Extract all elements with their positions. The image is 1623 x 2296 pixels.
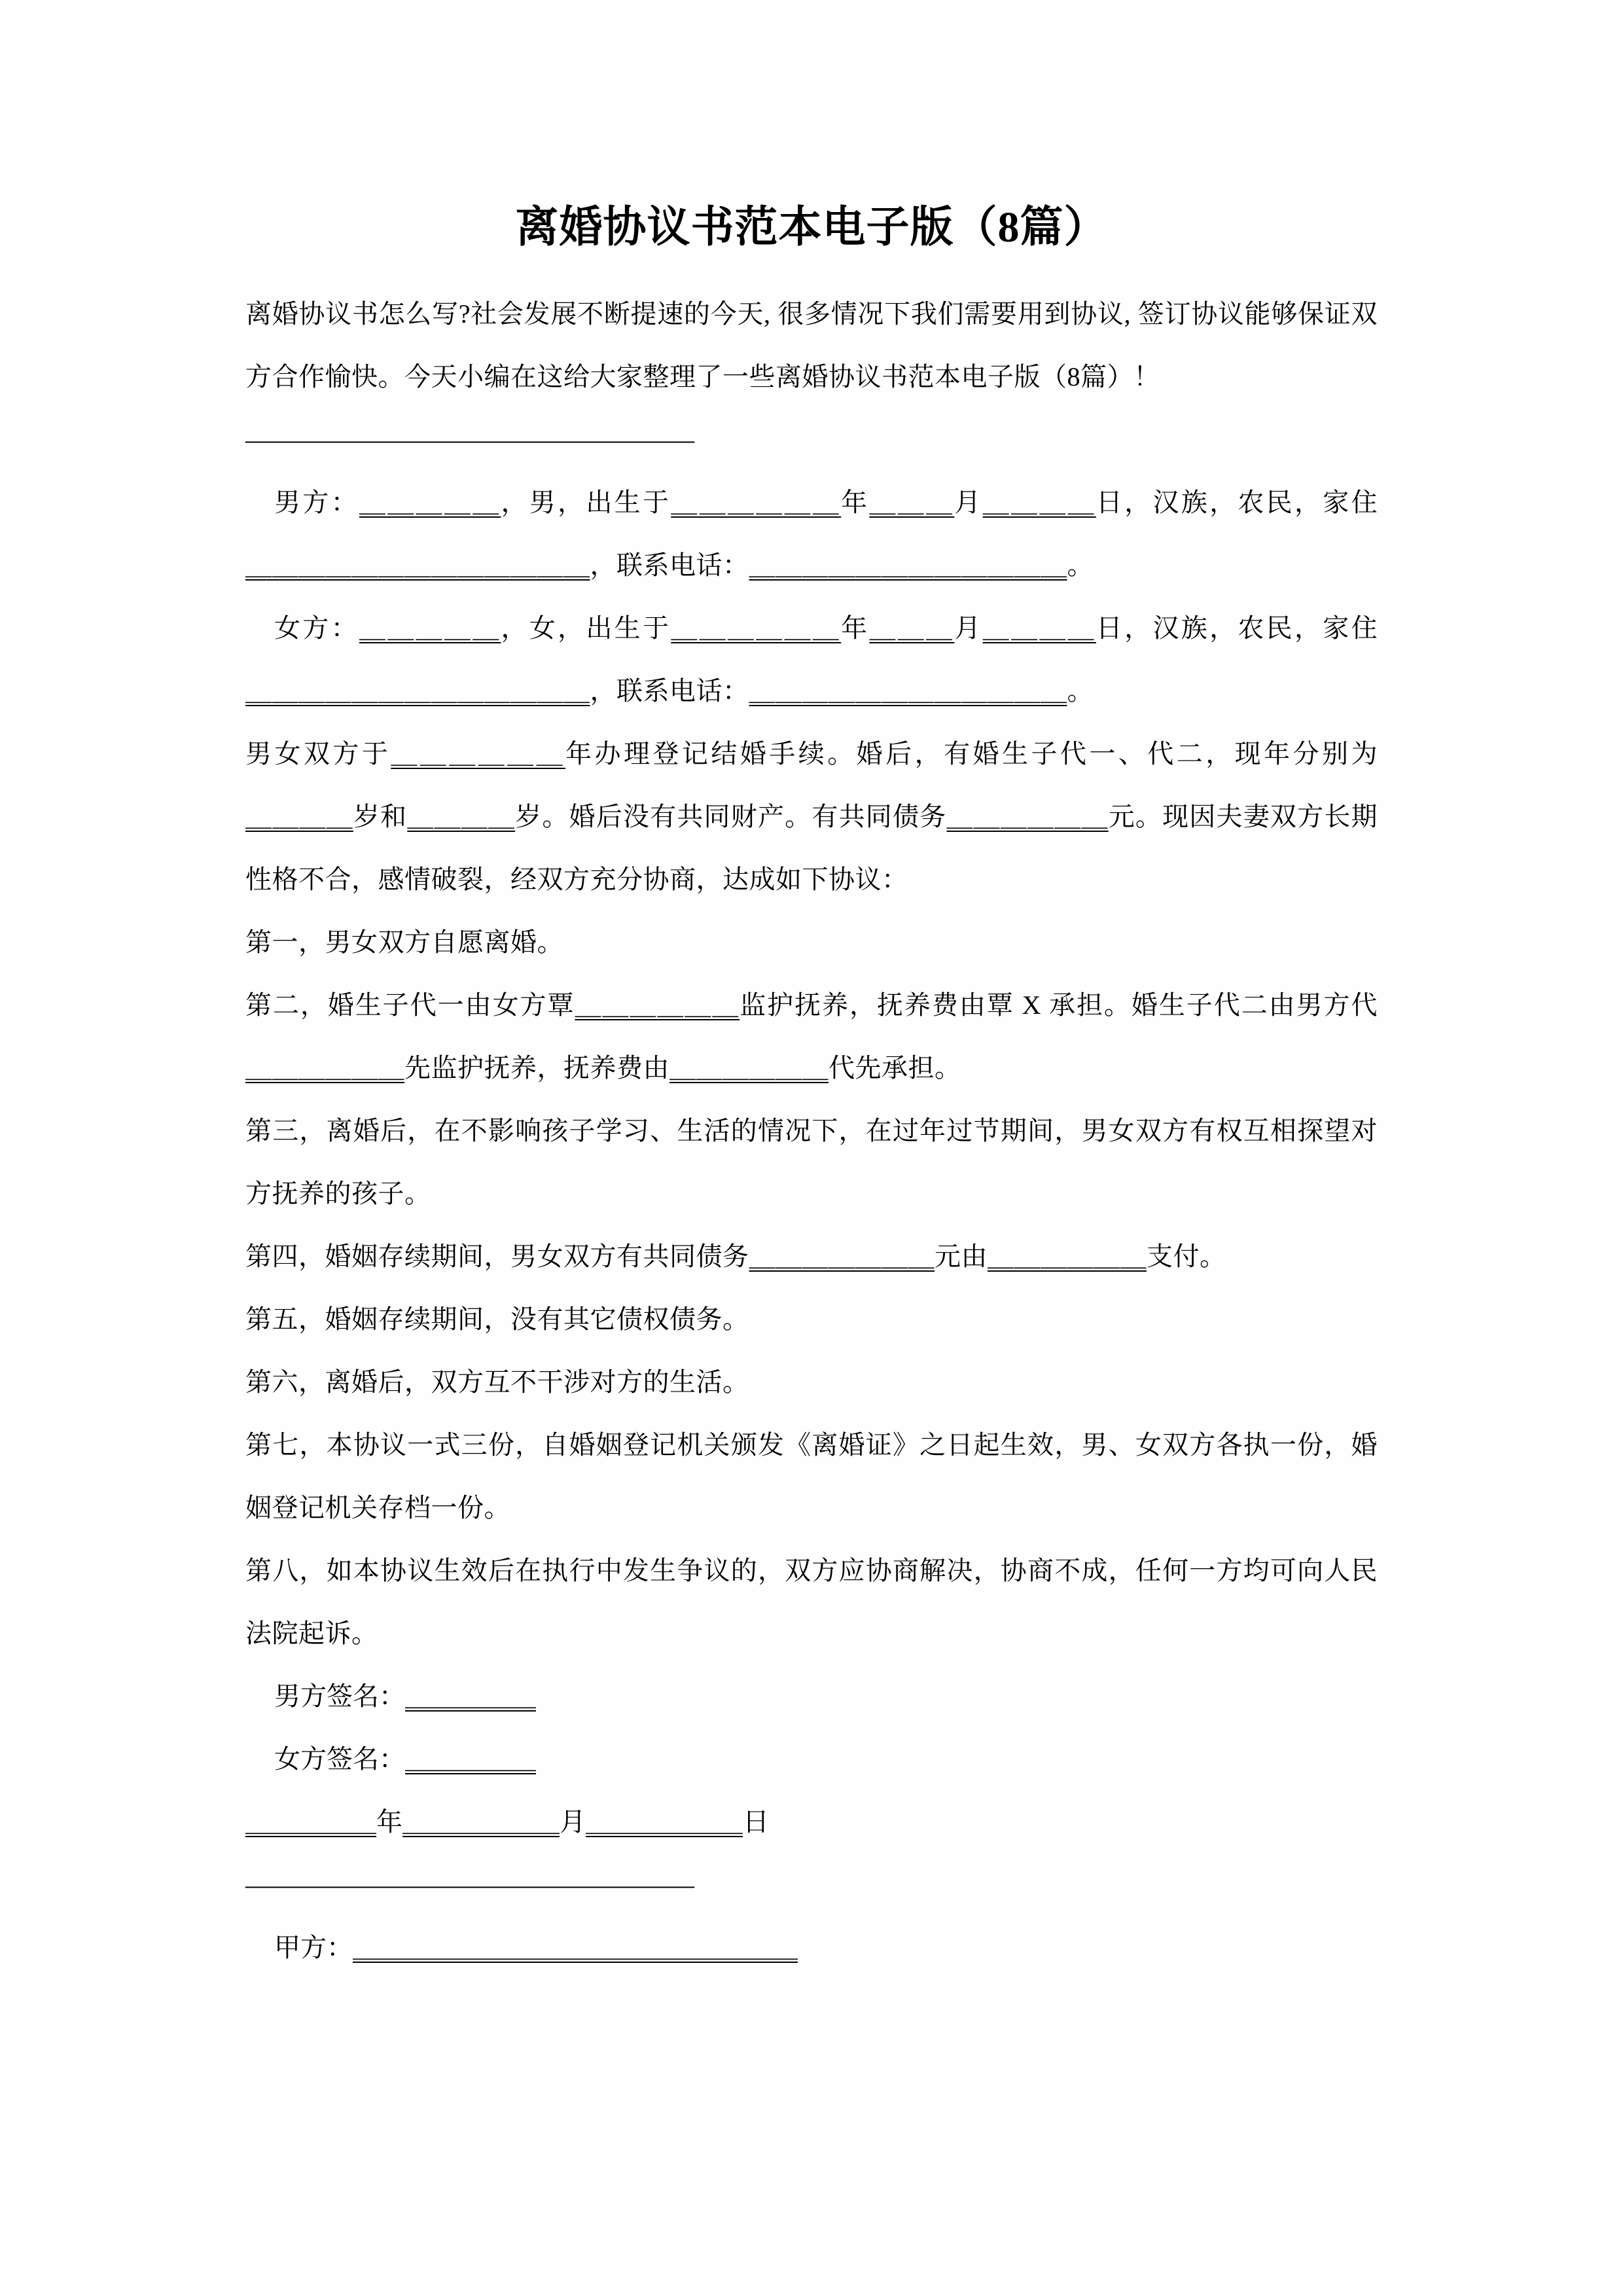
party-female-phone-label: ，联系电话： [590, 676, 749, 706]
clause-7 [245, 1414, 1378, 1539]
clause-4-text-2: 元由 [935, 1242, 988, 1271]
party-female-label: 女方： [274, 613, 359, 643]
clause-2-text-4: 先监护抚养，抚养费由 [404, 1053, 669, 1083]
marriage-seg-3: 岁和 [353, 802, 408, 831]
signature-male-line [245, 1665, 1378, 1728]
party-female-day-blank: ＿＿＿＿ [982, 613, 1096, 643]
party-male-month-unit: 月 [954, 488, 983, 517]
party-female-year-blank: ＿＿＿＿＿＿ [671, 613, 842, 643]
clause-4-text-4: 支付。 [1147, 1242, 1226, 1271]
clause-4-text-0: 第四，婚姻存续期间，男女双方有共同债务 [245, 1242, 749, 1271]
marriage-seg-4: 岁。婚后没有共同财产。有共同债务 [515, 802, 947, 831]
party-male-day-blank: ＿＿＿＿ [982, 488, 1096, 517]
party-male-phone-blank: ＿＿＿＿＿＿＿＿＿＿＿＿ [749, 550, 1067, 580]
date-month-blank: ＿＿＿＿＿＿ [402, 1807, 560, 1837]
party-female-month-blank: ＿＿＿ [869, 613, 955, 643]
clause-2-blank-5: ＿＿＿＿＿＿ [669, 1053, 829, 1083]
date-year-unit: 年 [376, 1807, 402, 1837]
marriage-seg-5: 元。现因夫妻双方长期性格不合，感情破裂，经双方充分协商，达成如下协议： [245, 802, 1378, 894]
clause-1-text-0: 第一，男女双方自愿离婚。 [245, 927, 563, 957]
party-male-end: 。 [1067, 550, 1094, 580]
clause-2-text-6: 代先承担。 [829, 1053, 961, 1083]
marriage-debt-blank: ＿＿＿＿＿＿ [946, 802, 1109, 831]
party-female-phone-blank: ＿＿＿＿＿＿＿＿＿＿＿＿ [749, 676, 1067, 706]
party-female-end: 。 [1067, 676, 1094, 706]
party-male-line [245, 471, 1378, 597]
clause-4 [245, 1225, 1378, 1288]
party-male-phone-label: ，联系电话： [590, 550, 749, 580]
date-day-blank: ＿＿＿＿＿＿ [586, 1807, 743, 1837]
party-male-day-unit: 日，汉族，农民，家住 [1096, 488, 1378, 517]
marriage-age2-blank: ＿＿＿＿ [407, 802, 516, 831]
clause-list [245, 911, 1378, 1665]
party-female-after-name: ，女，出生于 [501, 613, 671, 643]
marriage-seg-1: 男女双方于 [245, 739, 391, 768]
party-female-year-unit: 年 [841, 613, 870, 643]
marriage-age1-blank: ＿＿＿＿ [245, 802, 353, 831]
party-female-day-unit: 日，汉族，农民，家住 [1096, 613, 1378, 643]
clause-2-blank-3: ＿＿＿＿＿＿ [245, 1053, 404, 1083]
signature-female-line [245, 1728, 1378, 1791]
marriage-seg-2: 年办理登记结婚手续。婚后，有婚生子代一、代二，现年分别为 [565, 739, 1378, 768]
signature-female-label: 女方签名： [274, 1744, 405, 1774]
party-male-label: 男方： [274, 488, 359, 517]
clause-4-blank-3: ＿＿＿＿＿＿ [988, 1242, 1147, 1271]
party-female-line [245, 597, 1378, 723]
marriage-background-paragraph [245, 723, 1378, 911]
clause-4-blank-1: ＿＿＿＿＿＿＿ [749, 1242, 935, 1271]
clause-3 [245, 1100, 1378, 1225]
separator-bottom: —————————————————— [245, 1870, 693, 1899]
party-female-name-blank: ＿＿＿＿＿ [359, 613, 501, 643]
clause-5 [245, 1288, 1378, 1351]
clause-2 [245, 974, 1378, 1100]
clause-2-text-2: 监护抚养，抚养费由覃 X 承担。婚生子代二由男方代 [740, 990, 1378, 1020]
party-male-name-blank: ＿＿＿＿＿ [359, 488, 501, 517]
clause-1 [245, 911, 1378, 974]
party-male-month-blank: ＿＿＿ [869, 488, 955, 517]
signature-date-line [245, 1791, 1378, 1854]
date-year-blank: ＿＿＿＿＿ [245, 1807, 376, 1837]
date-day-unit: 日 [743, 1807, 769, 1837]
signature-female-blank: ＿＿＿＿＿ [405, 1744, 536, 1774]
party-a-blank: ＿＿＿＿＿＿＿＿＿＿＿＿＿＿＿＿＿ [353, 1933, 798, 1962]
date-month-unit: 月 [560, 1807, 586, 1837]
signature-male-label: 男方签名： [274, 1681, 405, 1711]
party-male-after-name: ，男，出生于 [501, 488, 671, 517]
clause-7-text-0: 第七，本协议一式三份，自婚姻登记机关颁发《离婚证》之日起生效，男、女双方各执一份，婚姻登记机关存档一份。 [245, 1430, 1378, 1522]
party-female-address-blank: ＿＿＿＿＿＿＿＿＿＿＿＿＿ [245, 676, 590, 706]
clause-8-text-0: 第八，如本协议生效后在执行中发生争议的，双方应协商解决，协商不成，任何一方均可向人民法院起诉。 [245, 1556, 1378, 1648]
clause-6-text-0: 第六，离婚后，双方互不干涉对方的生活。 [245, 1367, 749, 1397]
party-female-month-unit: 月 [954, 613, 983, 643]
party-a-label: 甲方： [274, 1933, 353, 1962]
signature-male-blank: ＿＿＿＿＿ [405, 1681, 536, 1711]
party-male-year-blank: ＿＿＿＿＿＿ [671, 488, 842, 517]
party-male-year-unit: 年 [841, 488, 870, 517]
clause-2-blank-1: ＿＿＿＿＿＿ [575, 990, 740, 1020]
clause-8 [245, 1539, 1378, 1665]
clause-3-text-0: 第三，离婚后，在不影响孩子学习、生活的情况下，在过年过节期间，男女双方有权互相探望对方抚养的孩子。 [245, 1116, 1378, 1208]
separator-top: —————————————————— [245, 425, 693, 454]
party-a-line [245, 1916, 1378, 1979]
clause-5-text-0: 第五，婚姻存续期间，没有其它债权债务。 [245, 1304, 749, 1334]
clause-6 [245, 1351, 1378, 1414]
clause-2-text-0: 第二，婚生子代一由女方覃 [245, 990, 575, 1020]
page-title: 离婚协议书范本电子版（8篇） [515, 204, 1108, 251]
marriage-year-blank: ＿＿＿＿＿＿ [391, 739, 566, 768]
party-male-address-blank: ＿＿＿＿＿＿＿＿＿＿＿＿＿ [245, 550, 590, 580]
intro-paragraph: 离婚协议书怎么写?社会发展不断提速的今天, 很多情况下我们需要用到协议, 签订协议能够保证双方合作愉快。今天小编在这给大家整理了一些离婚协议书范本电子版（8篇）！ [245, 299, 1378, 391]
